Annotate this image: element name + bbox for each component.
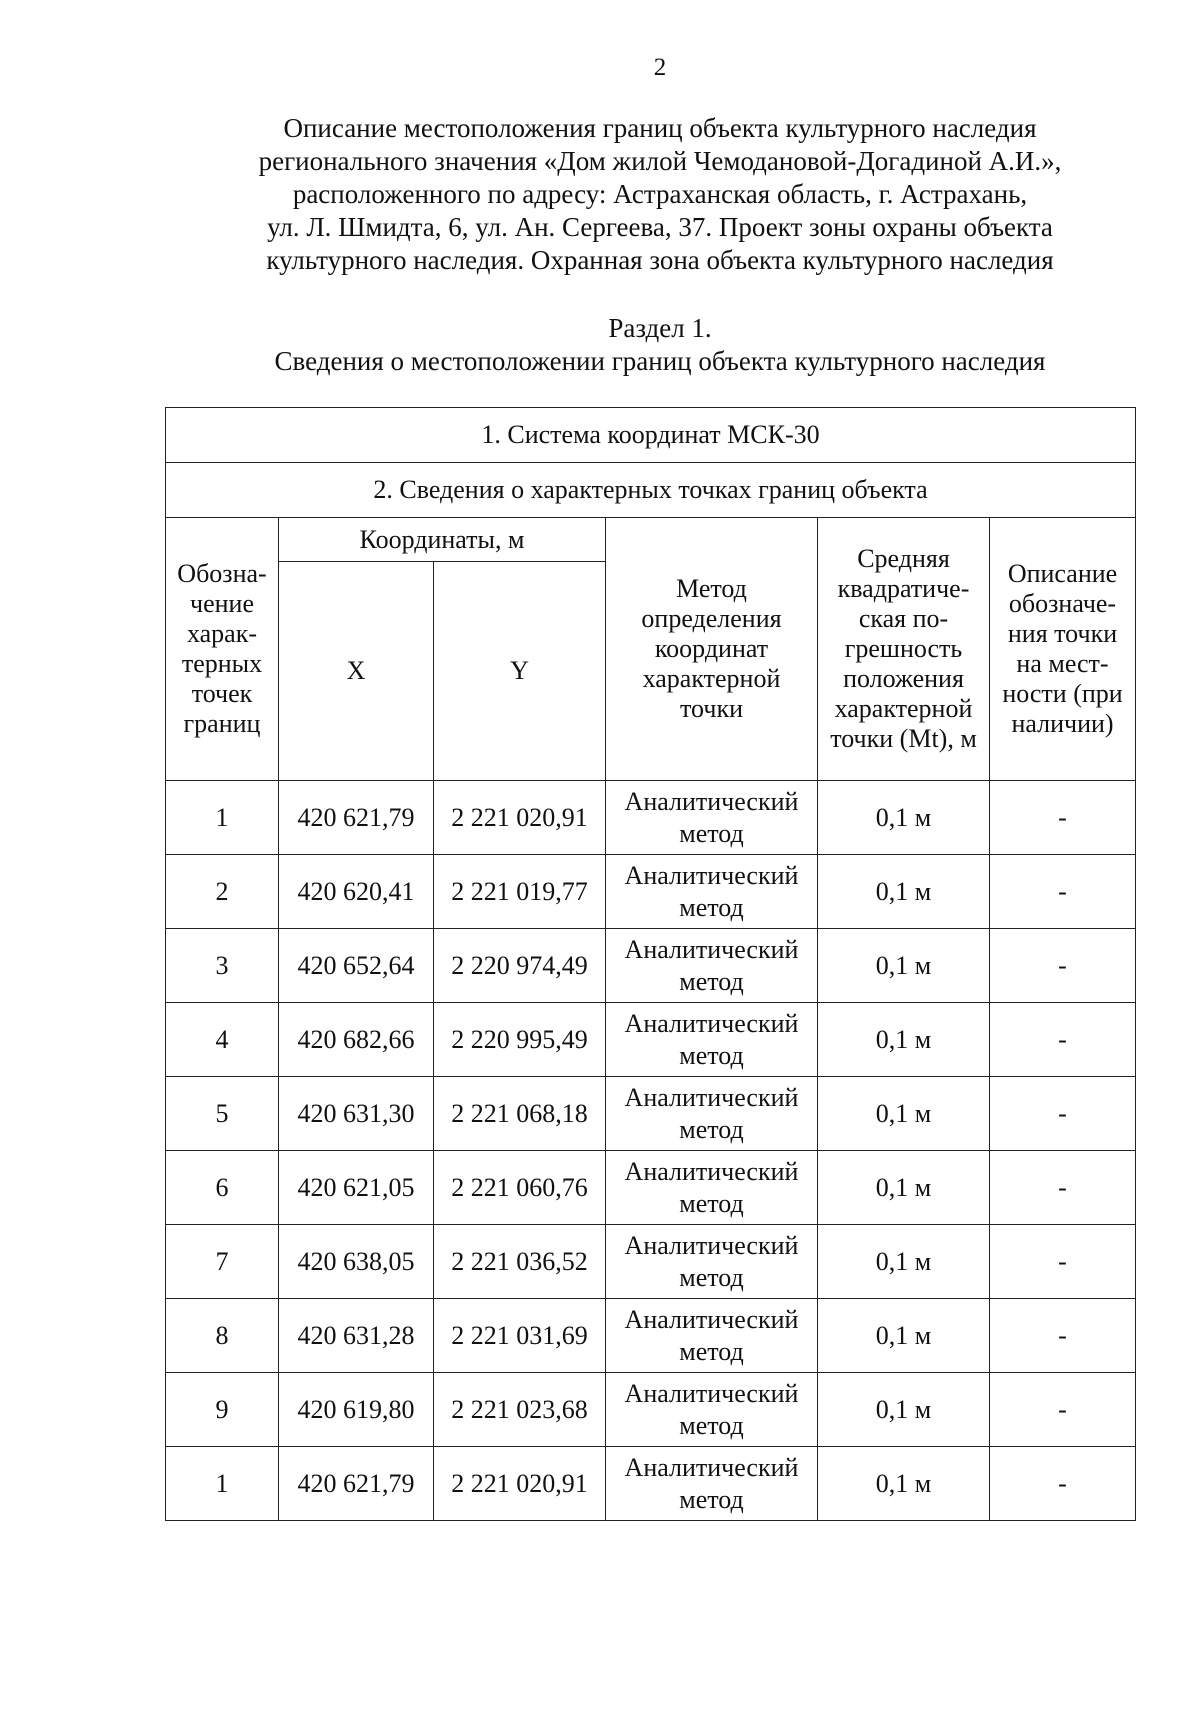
method-line-1: Аналитический [624,934,799,964]
header-x: X [279,562,434,781]
cell-point: 9 [166,1373,279,1447]
title-line-1: Описание местоположения границ объекта культурного наследия [283,113,1037,143]
table-row [166,1447,1136,1521]
cell-error: 0,1 м [818,1373,990,1447]
cell-error: 0,1 м [818,1447,990,1521]
cell-point: 2 [166,855,279,929]
cell-y: 2 221 020,91 [434,781,606,855]
cell-x: 420 638,05 [279,1225,434,1299]
title-line-3: расположенного по адресу: Астраханская область, г. Астрахань, [292,179,1028,209]
cell-error: 0,1 м [818,855,990,929]
cell-point: 4 [166,1003,279,1077]
cell-y: 2 220 995,49 [434,1003,606,1077]
method-line-1: Аналитический [624,1230,799,1260]
method-line-2: метод [679,1188,744,1218]
cell-error: 0,1 м [818,1003,990,1077]
method-line-2: метод [679,1262,744,1292]
cell-error: 0,1 м [818,781,990,855]
section-label: Раздел 1. [608,313,712,343]
table-row [166,855,1136,929]
cell-description: - [990,1151,1136,1225]
cell-point: 8 [166,1299,279,1373]
method-line-1: Аналитический [624,786,799,816]
cell-y: 2 220 974,49 [434,929,606,1003]
method-line-1: Аналитический [624,1008,799,1038]
cell-error: 0,1 м [818,1225,990,1299]
document-title [150,112,1170,277]
cell-method [606,1299,818,1373]
cell-description: - [990,1225,1136,1299]
table-row [166,1077,1136,1151]
cell-description: - [990,1373,1136,1447]
method-line-2: метод [679,966,744,996]
cell-x: 420 621,05 [279,1151,434,1225]
coord-system-cell: 1. Система координат МСК-30 [166,408,1136,463]
method-line-2: метод [679,1484,744,1514]
cell-x: 420 631,28 [279,1299,434,1373]
cell-description: - [990,929,1136,1003]
header-error: Средняя квадратиче- ская по- грешность положения характерной точки (Mt), м [818,518,990,781]
cell-point: 5 [166,1077,279,1151]
cell-point: 1 [166,1447,279,1521]
header-y: Y [434,562,606,781]
header-method: Метод определения координат характерной точки [606,518,818,781]
method-line-2: метод [679,892,744,922]
cell-x: 420 631,30 [279,1077,434,1151]
cell-y: 2 221 019,77 [434,855,606,929]
cell-point: 3 [166,929,279,1003]
cell-x: 420 682,66 [279,1003,434,1077]
cell-y: 2 221 020,91 [434,1447,606,1521]
method-line-1: Аналитический [624,1452,799,1482]
table-row [166,1225,1136,1299]
table-row [166,1299,1136,1373]
cell-error: 0,1 м [818,929,990,1003]
cell-y: 2 221 036,52 [434,1225,606,1299]
cell-y: 2 221 031,69 [434,1299,606,1373]
cell-method [606,1077,818,1151]
method-line-2: метод [679,1336,744,1366]
title-line-5: культурного наследия. Охранная зона объекта культурного наследия [266,245,1054,275]
coordinates-table [165,407,1136,1521]
method-line-2: метод [679,1410,744,1440]
points-caption-cell: 2. Сведения о характерных точках границ объекта [166,463,1136,518]
cell-y: 2 221 023,68 [434,1373,606,1447]
method-line-1: Аналитический [624,1304,799,1334]
cell-y: 2 221 068,18 [434,1077,606,1151]
table-row [166,1003,1136,1077]
cell-method [606,781,818,855]
table-row [166,929,1136,1003]
method-line-2: метод [679,1114,744,1144]
section-title: Сведения о местоположении границ объекта культурного наследия [274,346,1046,376]
cell-method [606,855,818,929]
header-coordinates: Координаты, м [279,518,606,562]
cell-x: 420 652,64 [279,929,434,1003]
cell-error: 0,1 м [818,1151,990,1225]
method-line-1: Аналитический [624,860,799,890]
cell-method [606,929,818,1003]
method-line-2: метод [679,1040,744,1070]
method-line-1: Аналитический [624,1378,799,1408]
cell-description: - [990,1003,1136,1077]
cell-x: 420 621,79 [279,781,434,855]
page-number: 2 [653,54,667,81]
table-row [166,781,1136,855]
method-line-2: метод [679,818,744,848]
cell-description: - [990,855,1136,929]
cell-description: - [990,1299,1136,1373]
table-row [166,1151,1136,1225]
cell-method [606,1003,818,1077]
title-line-4: ул. Л. Шмидта, 6, ул. Ан. Сергеева, 37. Проект зоны охраны объекта [267,212,1053,242]
cell-description: - [990,1077,1136,1151]
cell-method [606,1225,818,1299]
cell-point: 6 [166,1151,279,1225]
method-line-1: Аналитический [624,1156,799,1186]
cell-point: 7 [166,1225,279,1299]
header-description: Описание обозначе- ния точки на мест- ности (при наличии) [990,518,1136,781]
header-designation: Обозна- чение харак- терных точек границ [166,518,279,781]
cell-description: - [990,1447,1136,1521]
cell-point: 1 [166,781,279,855]
cell-error: 0,1 м [818,1077,990,1151]
cell-description: - [990,781,1136,855]
table-row [166,1373,1136,1447]
cell-error: 0,1 м [818,1299,990,1373]
cell-method [606,1447,818,1521]
cell-x: 420 619,80 [279,1373,434,1447]
section-heading [150,312,1170,378]
title-line-2: регионального значения «Дом жилой Чемодановой-Догадиной А.И.», [258,146,1062,176]
cell-y: 2 221 060,76 [434,1151,606,1225]
method-line-1: Аналитический [624,1082,799,1112]
cell-x: 420 621,79 [279,1447,434,1521]
cell-x: 420 620,41 [279,855,434,929]
cell-method [606,1373,818,1447]
cell-method [606,1151,818,1225]
